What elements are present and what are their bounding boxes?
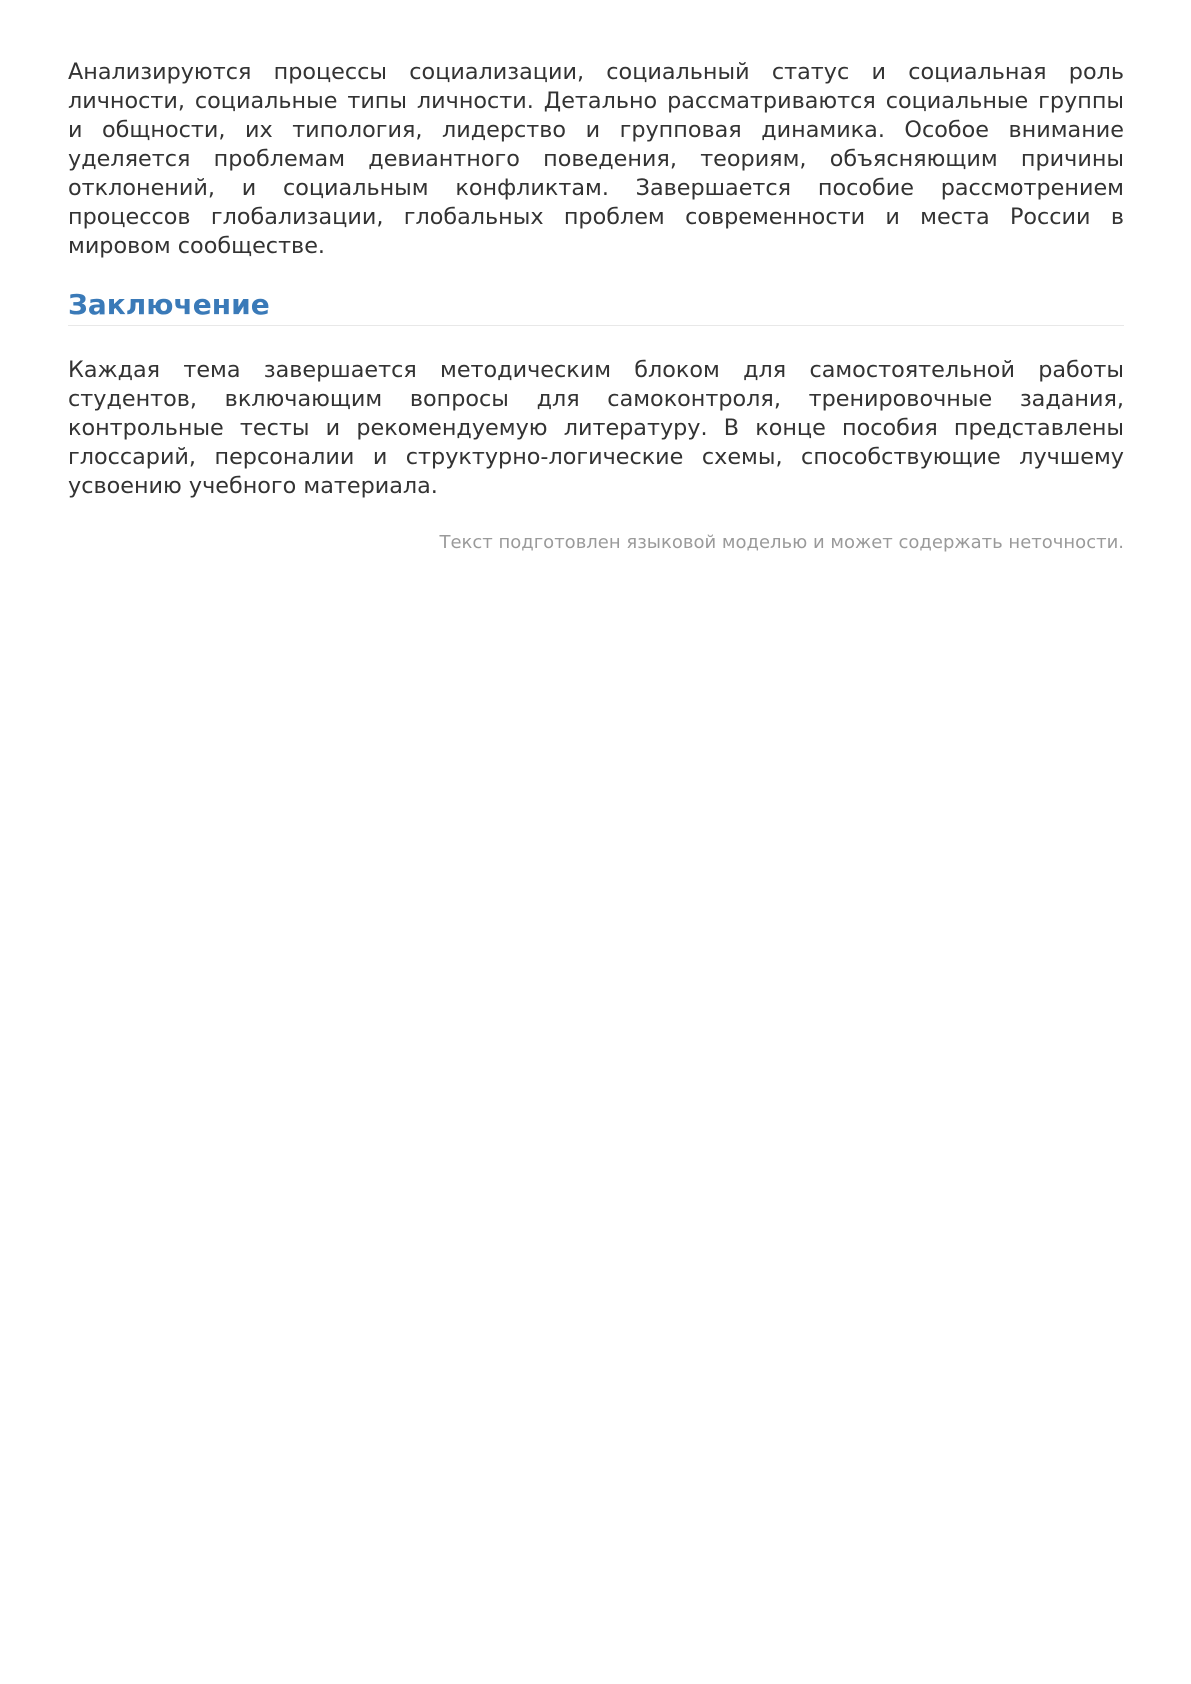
ai-disclaimer: Текст подготовлен языковой моделью и может содержать неточности.	[439, 532, 1124, 553]
document-page	[68, 58, 1124, 555]
conclusion-paragraph: Каждая тема завершается методическим блоком для самостоятельной работы студентов, включающим вопросы для самоконтроля, тренировочные задания, контрольные тесты и рекомендуемую литературу. В конце пособия представлены глоссарий, персоналии и структурно-логические схемы, способствующие лучшему усвоению учебного материала.	[68, 357, 1124, 499]
section-heading: Заключение	[68, 288, 270, 321]
conclusion-heading-block	[68, 288, 1124, 326]
intro-paragraph: Анализируются процессы социализации, социальный статус и социальная роль личности, социальные типы личности. Детально рассматриваются социальные группы и общности, их типология, лидерство и групповая динамика. Особое внимание уделяется проблемам девиантного поведения, теориям, объясняющим причины отклонений, и социальным конфликтам. Завершается пособие рассмотрением процессов глобализации, глобальных проблем современности и места России в мировом сообществе.	[68, 59, 1124, 259]
